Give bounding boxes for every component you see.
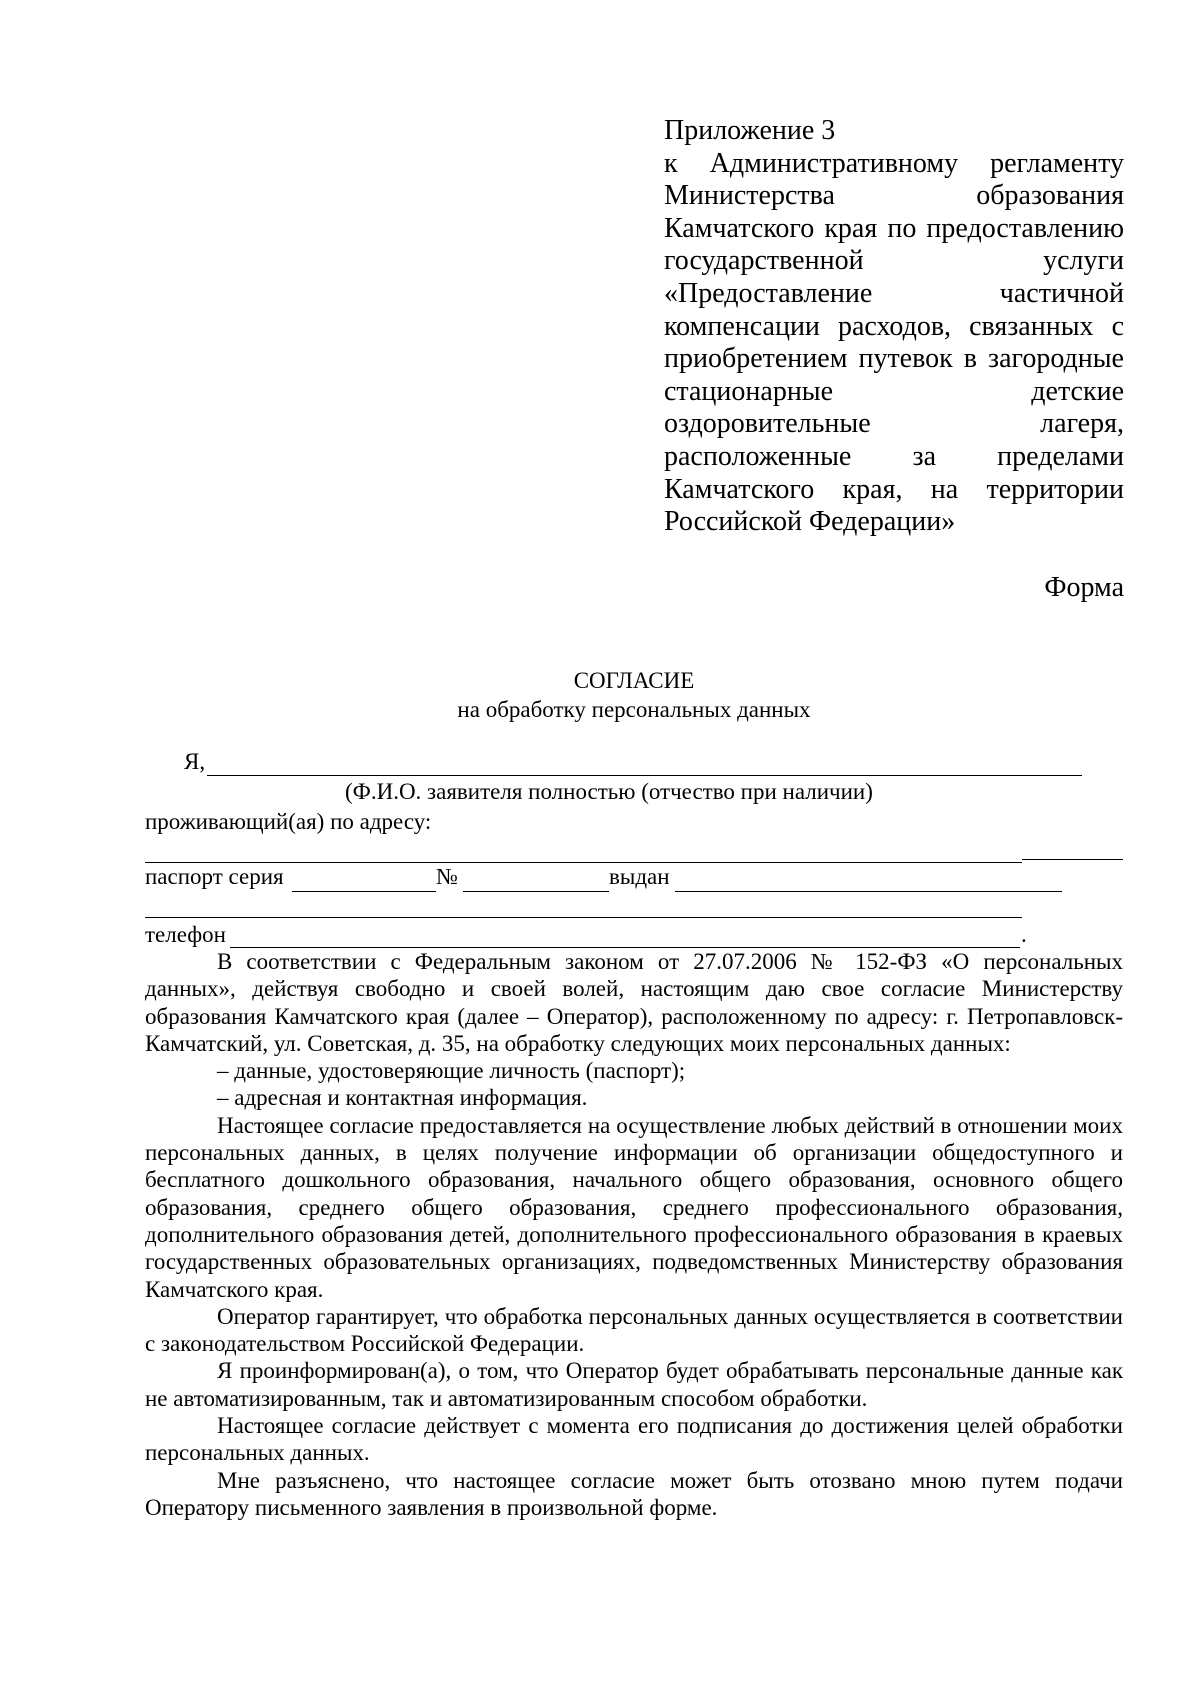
body-paragraph-3: Оператор гарантирует, что обработка персональных данных осуществляется в соответствии с законодательством Российской Федерации. <box>145 1303 1123 1357</box>
body-paragraph-1: В соответствии с Федеральным законом от 27.07.2006 № 152-ФЗ «О персональных данных», действуя свободно и своей волей, настоящим даю свое согласие Министерству образования Камчатского края (далее – Оператор), расположенному по адресу: г. Петропавловск-Камчатский, ул. Советская, д. 35, на обработку следующих моих персональных данных: <box>145 949 1123 1056</box>
address-label: проживающий(ая) по адресу: <box>145 809 432 834</box>
consent-body <box>145 948 1123 1521</box>
passport-issued-label: выдан <box>609 864 670 889</box>
fio-underline[interactable] <box>207 775 1082 776</box>
passport-series-label: паспорт серия <box>145 864 284 889</box>
passport-series-underline[interactable] <box>292 891 436 892</box>
list-item-2: – адресная и контактная информация. <box>217 1085 588 1111</box>
appendix-title: Приложение 3 <box>664 115 836 146</box>
phone-end-period: . <box>1021 922 1027 947</box>
fio-hint: (Ф.И.О. заявителя полностью (отчество при наличии) <box>345 779 873 804</box>
passport-number-underline[interactable] <box>463 891 609 892</box>
list-item-1: – данные, удостоверяющие личность (паспорт); <box>217 1058 686 1084</box>
body-paragraph-4: Я проинформирован(а), о том, что Оператор будет обрабатывать персональные данные как не автоматизированным, так и автоматизированным способом обработки. <box>145 1358 1123 1411</box>
document-title: СОГЛАСИЕ <box>573 668 695 693</box>
body-paragraph-6: Мне разъяснено, что настоящее согласие может быть отозвано мною путем подачи Оператору письменного заявления в произвольной форме. <box>145 1467 1123 1520</box>
body-paragraph-5: Настоящее согласие действует с момента его подписания до достижения целей обработки персональных данных. <box>145 1413 1123 1466</box>
i-label: Я, <box>184 749 206 774</box>
passport-number-label: № <box>436 864 458 889</box>
passport-issued-underline[interactable] <box>675 891 1062 892</box>
phone-label: телефон <box>145 922 226 947</box>
appendix-text: к Административному регламенту Министерства образования Камчатского края по предоставлению государственной услуги «Предоставление частичной компенсации расходов, связанных с приобретением путевок в загородные стационарные детские оздоровительные лагеря, расположенные за пределами Камчатского края, на территории Российской Федерации» <box>664 147 1124 538</box>
document-subtitle: на обработку персональных данных <box>457 697 811 722</box>
body-paragraph-2: Настоящее согласие предоставляется на осуществление любых действий в отношении моих персональных данных, в целях получение информации об организации общедоступного и бесплатного дошкольного образования, начального общего образования, основного общего образования, среднего общего образования, среднего профессионального образования, дополнительного образования детей, дополнительного профессионального образования в краевых государственных образовательных организациях, подведомственных Министерству образования Камчатского края. <box>145 1112 1123 1302</box>
appendix-block <box>664 115 1124 539</box>
form-label: Форма <box>1044 572 1124 603</box>
address-underline-short[interactable] <box>1022 859 1123 860</box>
passport-extra-underline[interactable] <box>145 917 1022 918</box>
